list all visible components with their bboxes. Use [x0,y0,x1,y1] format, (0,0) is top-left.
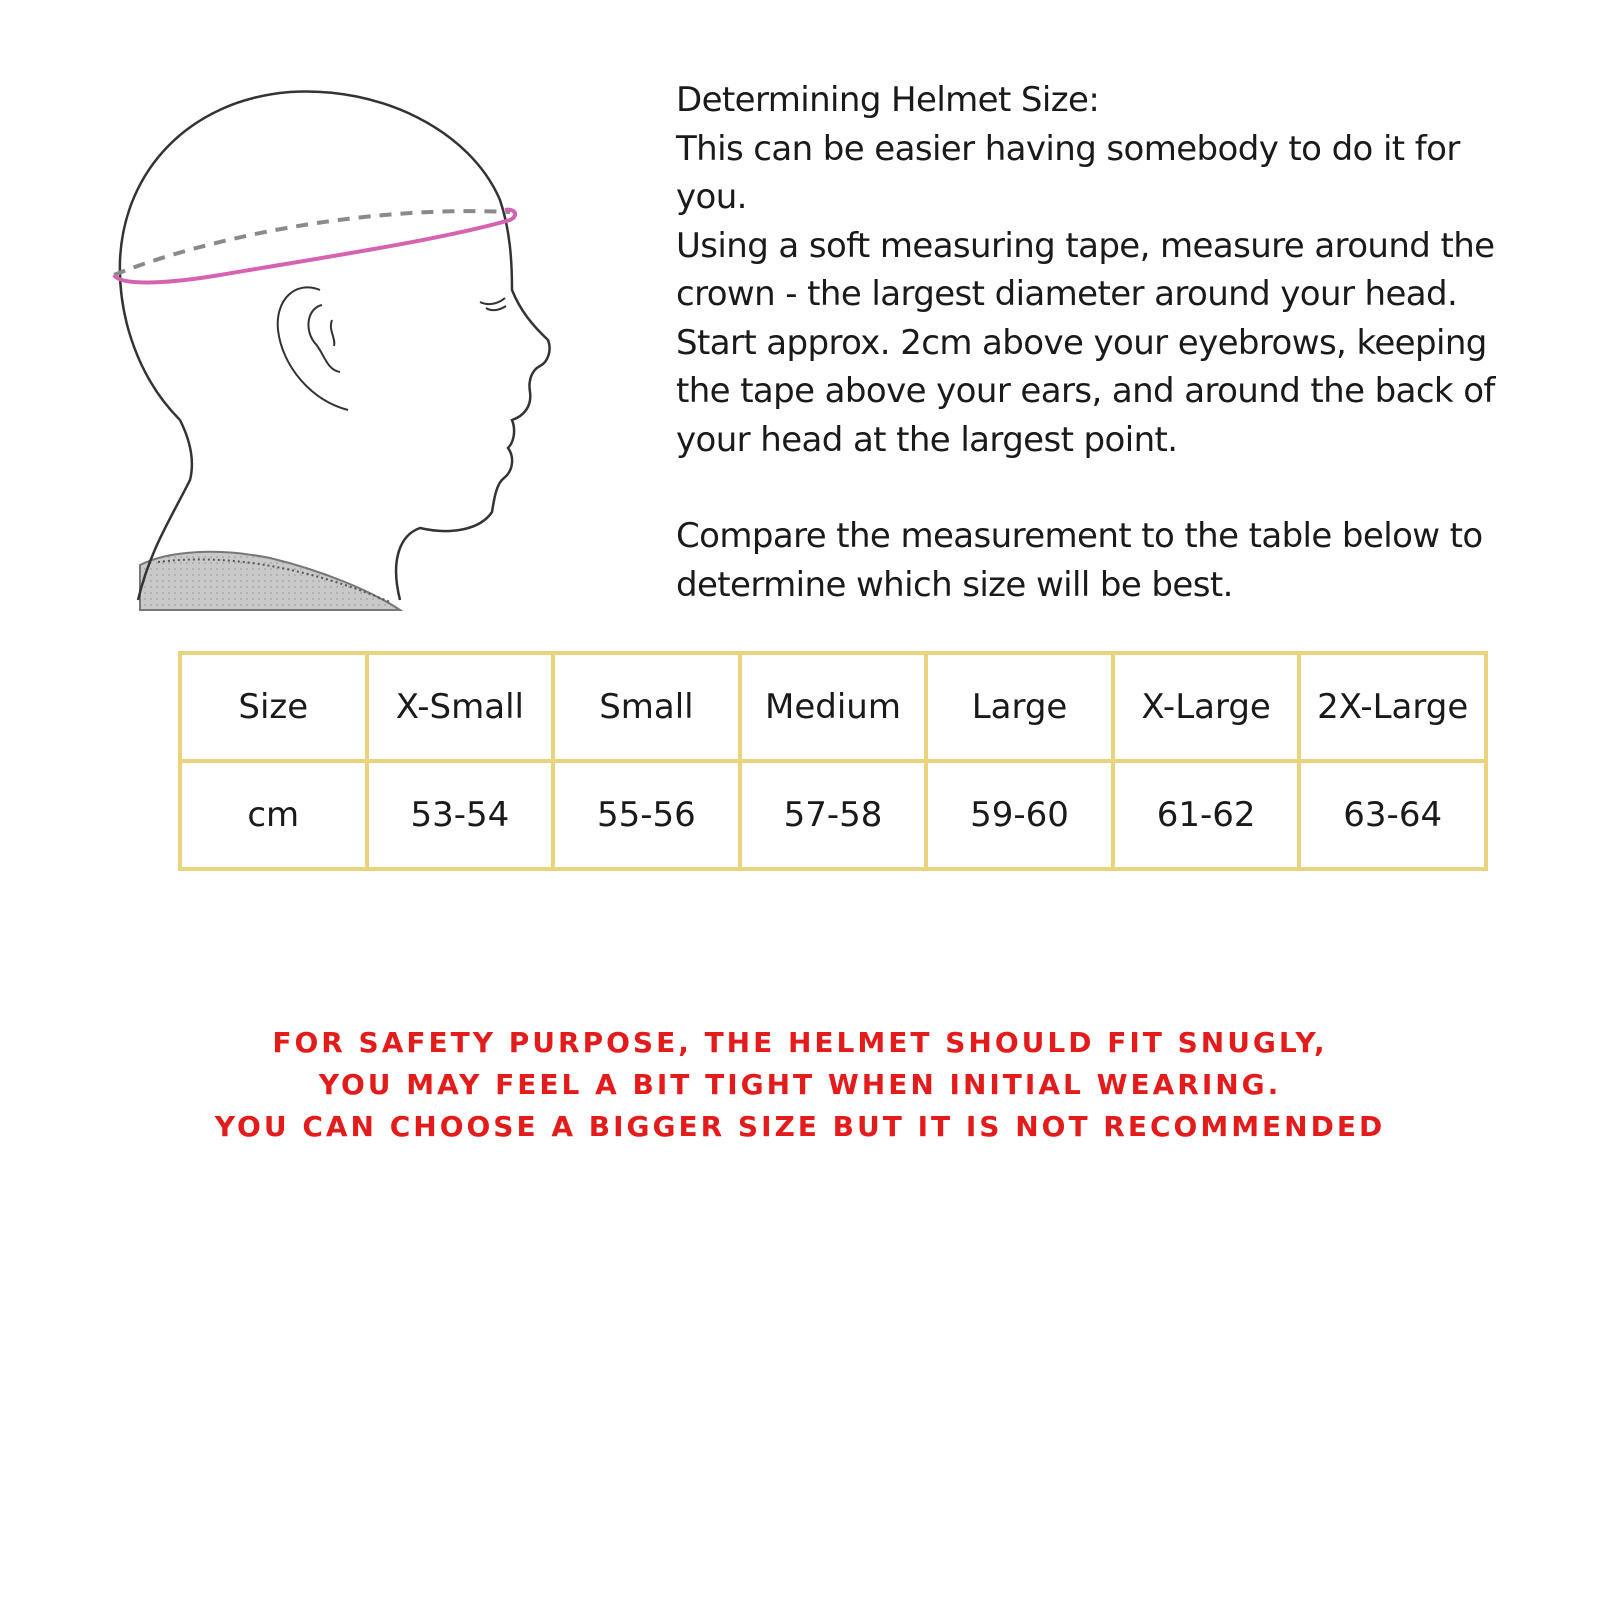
safety-warning [0,1022,1600,1148]
instructions-para-1: This can be easier having somebody to do it for you. [676,128,1460,217]
warning-line-3: YOU CAN CHOOSE A BIGGER SIZE BUT IT IS NOT RECOMMENDED [214,1110,1386,1143]
table-header-cell: 2X-Large [1299,653,1486,761]
head-measurement-illustration [100,80,600,640]
table-cell: 55-56 [553,761,740,869]
instructions-heading: Determining Helmet Size: [676,80,1100,120]
instructions-para-3: Start approx. 2cm above your eyebrows, keeping the tape above your ears, and around the back of your head at the largest point. [676,322,1495,460]
tape-back [114,211,510,275]
table-cell: 63-64 [1299,761,1486,869]
table-cell: cm [180,761,367,869]
eye [480,298,506,310]
table-header-cell: Large [926,653,1113,761]
table-row [180,653,1486,761]
table-cell: 59-60 [926,761,1113,869]
table-header-cell: Size [180,653,367,761]
instructions-para-2: Using a soft measuring tape, measure around the crown - the largest diameter around your head. [676,225,1495,314]
table-header-cell: Medium [740,653,927,761]
warning-line-2: YOU MAY FEEL A BIT TIGHT WHEN INITIAL WEARING. [318,1068,1282,1101]
table-header-cell: Small [553,653,740,761]
instructions-block [676,76,1536,609]
ear [278,287,348,410]
table-cell: 61-62 [1113,761,1300,869]
warning-line-1: FOR SAFETY PURPOSE, THE HELMET SHOULD FIT SNUGLY, [272,1026,1328,1059]
size-table [178,651,1488,871]
instructions-para-4: Compare the measurement to the table below to determine which size will be best. [676,516,1483,605]
table-header-cell: X-Large [1113,653,1300,761]
tape-front [114,210,515,283]
table-cell: 57-58 [740,761,927,869]
table-cell: 53-54 [367,761,554,869]
table-header-cell: X-Small [367,653,554,761]
table-row [180,761,1486,869]
